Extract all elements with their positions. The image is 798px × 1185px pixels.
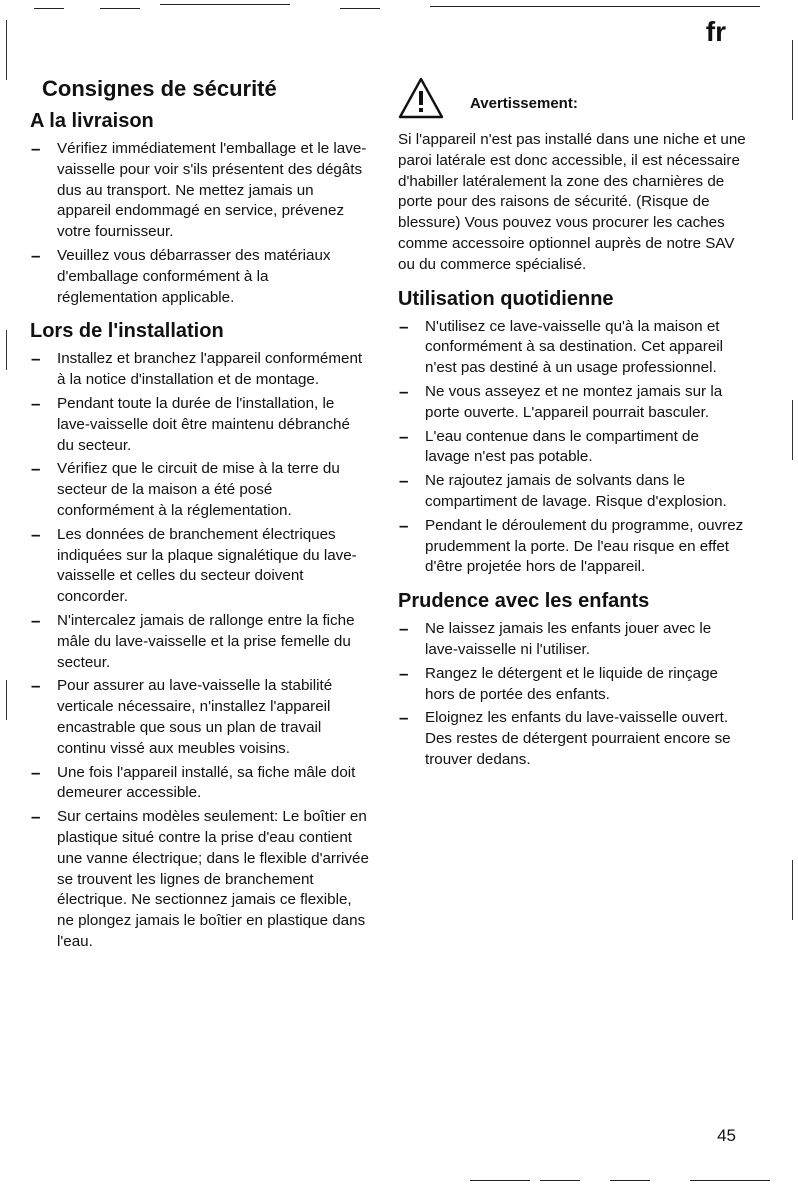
language-code: fr [705, 16, 726, 47]
list-item: – L'eau contenue dans le compartiment de lavage n'est pas potable. [398, 427, 746, 469]
list-item: – Ne vous asseyez et ne montez jamais sur la porte ouverte. L'appareil pourrait basculer. [398, 382, 746, 424]
bottom-rule-3 [610, 1180, 650, 1181]
list-item: – Ne laissez jamais les enfants jouer avec le lave-vaisselle ni l'utiliser. [398, 619, 746, 661]
list-item: – Vérifiez immédiatement l'emballage et le lave-vaisselle pour voir s'ils présentent des dégâts dus au transport. Ne mettez jamais un appareil endommagé en service, prévenez votre fournisseur. [30, 139, 370, 243]
warning-header [398, 76, 746, 120]
top-rule-3 [160, 4, 290, 5]
top-rule-5 [430, 6, 760, 7]
list-item: – Eloignez les enfants du lave-vaisselle ouvert. Des restes de détergent pourraient encore se trouver dedans. [398, 708, 746, 770]
page-title: Consignes de sécurité [42, 76, 277, 101]
top-rule-1 [34, 8, 64, 9]
top-rule-2 [100, 8, 140, 9]
left-edge-line-3 [6, 680, 7, 720]
list-item: – Pendant toute la durée de l'installation, le lave-vaisselle doit être maintenu débranché du secteur. [30, 394, 370, 456]
list-item: – Les données de branchement électriques indiquées sur la plaque signalétique du lave-vaisselle et celles du secteur doivent concorder. [30, 525, 370, 608]
left-column [30, 72, 370, 965]
left-edge-line [6, 20, 7, 80]
section-heading-children: Prudence avec les enfants [398, 590, 650, 613]
warning-text: Si l'appareil n'est pas installé dans une niche et une paroi latérale est donc accessible, il est nécessaire d'habiller latéralement la zone des charnières de porte pour des raisons de sécurité. (Risque de blessure) Vous pouvez vous procurer les caches comme accessoire optionnel auprès de notre SAV ou du commerce spécialisé. [398, 131, 746, 273]
page-number: 45 [717, 1126, 736, 1145]
daily-use-list [398, 317, 746, 579]
left-edge-line-2 [6, 330, 7, 370]
list-item: – Installez et branchez l'appareil conformément à la notice d'installation et de montage. [30, 349, 370, 391]
list-item: – Sur certains modèles seulement: Le boîtier en plastique situé contre la prise d'eau contient une vanne électrique; dans le flexible d'arrivée se trouvent les lignes de branchement électrique. Ne sectionnez jamais ce flexible, ne plongez jamais le boîtier en plastique dans l'eau. [30, 807, 370, 953]
delivery-list [30, 139, 370, 308]
bottom-rule-4 [690, 1180, 770, 1181]
right-column [398, 72, 746, 783]
list-item: – Pendant le déroulement du programme, ouvrez prudemment la porte. De l'eau risque en effet d'être projetée hors de l'appareil. [398, 516, 746, 578]
right-edge-line [792, 40, 793, 120]
list-item: – N'utilisez ce lave-vaisselle qu'à la maison et conformément à sa destination. Cet appareil n'est pas destiné à un usage professionnel. [398, 317, 746, 379]
list-item: – Veuillez vous débarrasser des matériaux d'emballage conformément à la réglementation applicable. [30, 246, 370, 308]
installation-list [30, 349, 370, 952]
list-item: – N'intercalez jamais de rallonge entre la fiche mâle du lave-vaisselle et la prise femelle du secteur. [30, 611, 370, 673]
list-item: – Une fois l'appareil installé, sa fiche mâle doit demeurer accessible. [30, 763, 370, 805]
children-list [398, 619, 746, 771]
section-heading-delivery: A la livraison [30, 110, 154, 132]
section-heading-installation: Lors de l'installation [30, 320, 224, 343]
list-item: – Vérifiez que le circuit de mise à la terre du secteur de la maison a été posé conformément à la réglementation. [30, 459, 370, 521]
bottom-rule-1 [470, 1180, 530, 1181]
warning-label: Avertissement: [470, 94, 578, 112]
right-edge-line-3 [792, 860, 793, 920]
bottom-rule-2 [540, 1180, 580, 1181]
list-item: – Ne rajoutez jamais de solvants dans le compartiment de lavage. Risque d'explosion. [398, 471, 746, 513]
right-edge-line-2 [792, 400, 793, 460]
top-rule-4 [340, 8, 380, 9]
list-item: – Rangez le détergent et le liquide de rinçage hors de portée des enfants. [398, 664, 746, 706]
warning-triangle-icon [398, 77, 444, 119]
section-heading-daily-use: Utilisation quotidienne [398, 287, 614, 310]
list-item: – Pour assurer au lave-vaisselle la stabilité verticale nécessaire, n'installez l'appareil encastrable que sous un plan de travail continu vissé aux meubles voisins. [30, 676, 370, 759]
